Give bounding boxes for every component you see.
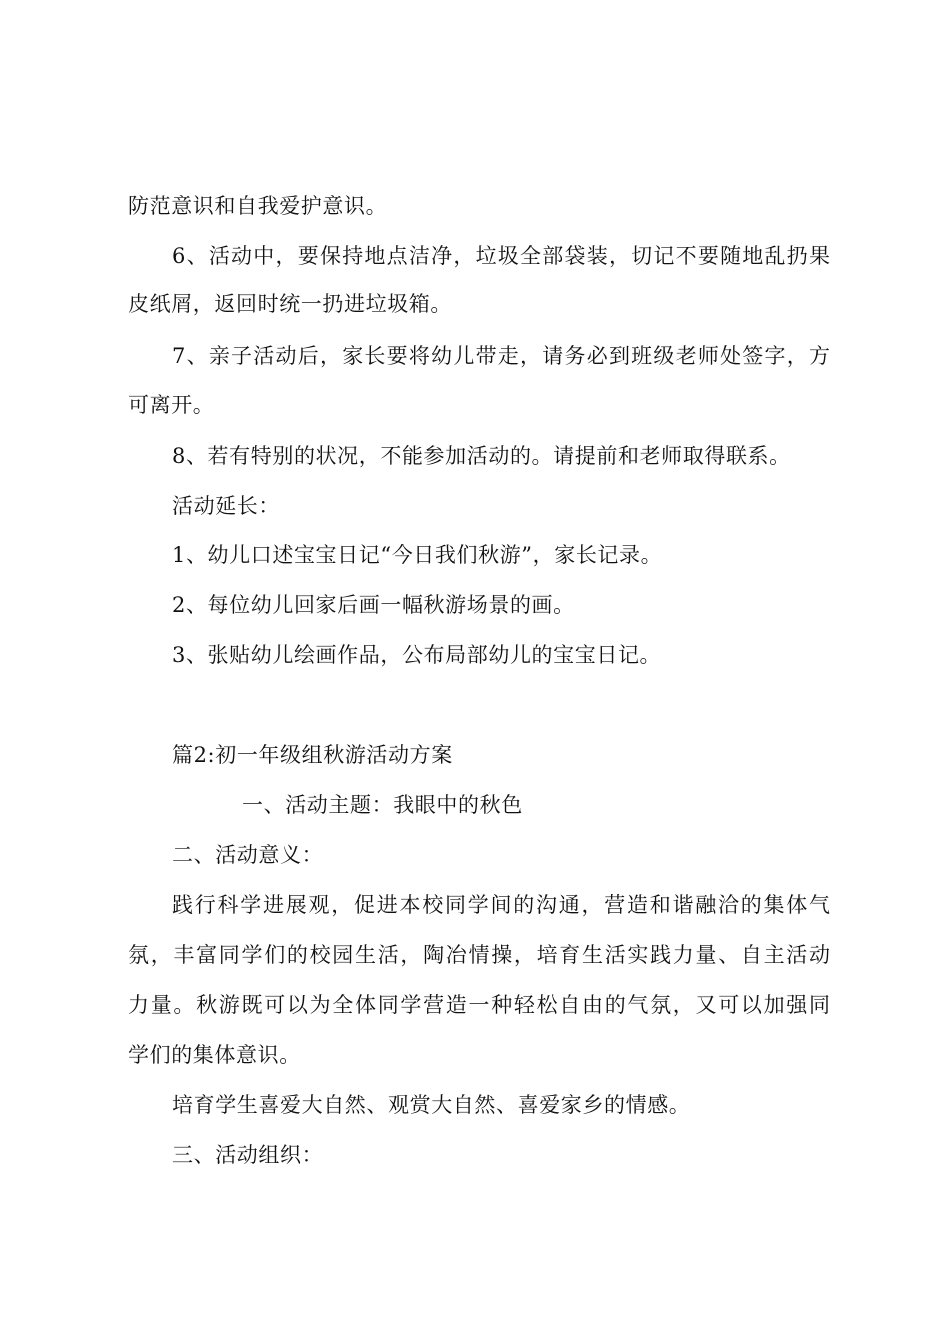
text-line: 3、张贴幼儿绘画作品，公布局部幼儿的宝宝日记。 — [172, 643, 662, 667]
text-line: 活动延长： — [172, 494, 280, 518]
text-line: 力量。秋游既可以为全体同学营造一种轻松自由的气氛，又可以加强同 — [128, 993, 830, 1017]
text-line: 7、亲子活动后，家长要将幼儿带走，请务必到班级老师处签字，方 — [172, 344, 830, 368]
text-line: 皮纸屑，返回时统一扔进垃圾箱。 — [128, 292, 452, 316]
section-heading: 二、活动意义： — [172, 843, 324, 867]
text-line: 学们的集体意识。 — [128, 1043, 301, 1067]
text-line: 培育学生喜爱大自然、观赏大自然、喜爱家乡的情感。 — [172, 1093, 691, 1117]
text-line: 1、幼儿口述宝宝日记“今日我们秋游”，家长记录。 — [172, 543, 663, 567]
text-line: 2、每位幼儿回家后画一幅秋游场景的画。 — [172, 593, 575, 617]
section-heading: 一、活动主题：我眼中的秋色 — [242, 793, 523, 817]
section-title: 篇2:初一年级组秋游活动方案 — [172, 743, 453, 767]
text-line: 8、若有特别的状况，不能参加活动的。请提前和老师取得联系。 — [172, 444, 791, 468]
section-heading: 三、活动组织： — [172, 1143, 324, 1167]
text-line: 6、活动中，要保持地点洁净，垃圾全部袋装，切记不要随地乱扔果 — [172, 244, 830, 268]
text-line: 可离开。 — [128, 393, 215, 417]
text-line: 氛，丰富同学们的校园生活，陶冶情操，培育生活实践力量、自主活动 — [128, 943, 830, 967]
text-line: 践行科学进展观，促进本校同学间的沟通，营造和谐融洽的集体气 — [172, 893, 830, 917]
text-line: 防范意识和自我爱护意识。 — [128, 194, 388, 218]
